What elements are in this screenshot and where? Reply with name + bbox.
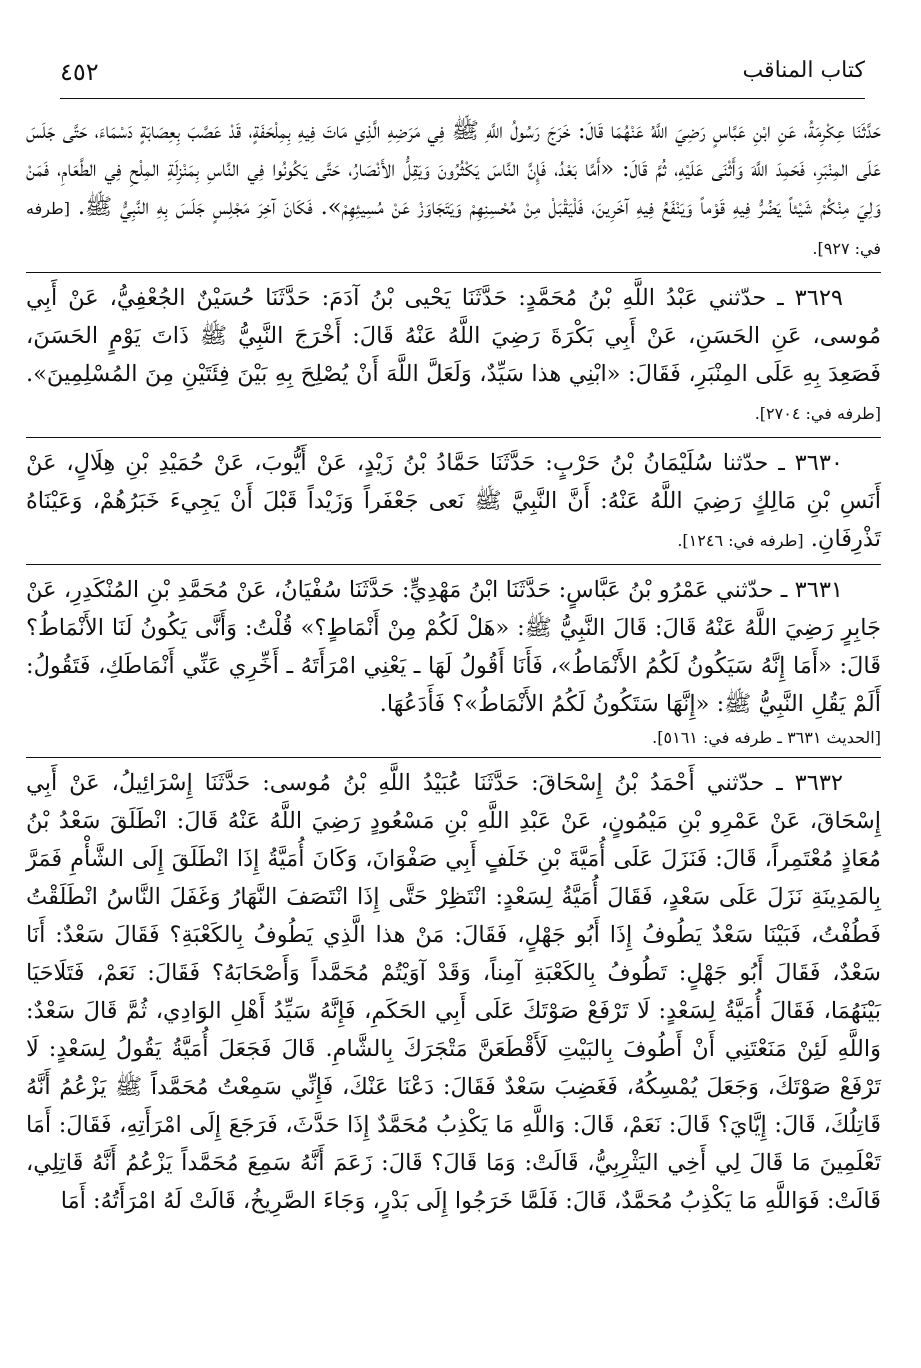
hadith-paragraph: [26, 571, 881, 723]
page-header: [60, 58, 865, 92]
hadith-3632: [26, 757, 881, 1220]
hadith-text: ٣٦٣٢ ـ حدّثني أَحْمَدُ بْنُ إِسْحَاقَ: حَدَّثَنَا عُبَيْدُ اللَّهِ بْنُ مُوسى: حَدَّثَنَا إِسْرَائِيلُ، عَنْ أَبِي إِسْحَاقَ، عَنْ عَمْرِو بْنِ مَيْمُونٍ، عَنْ عَبْدِ اللَّهِ بْنِ مَسْعُودٍ رَضِيَ اللَّهُ عَنْهُ قَالَ: انْطَلَقَ سَعْدُ بْنُ مُعَاذٍ مُعْتَمِراً، قَالَ: فَنَزَلَ عَلَى أُمَيَّةَ بْنِ خَلَفٍ أَبِي صَفْوَانَ، وَكَانَ أُمَيَّةُ إِذَا انْطَلَقَ إِلَى الشَّأْمِ فَمَرَّ بِالمَدِينَةِ نَزَلَ عَلَى سَعْدٍ، فَقَالَ أُمَيَّةُ لِسَعْدٍ: انْتَظِرْ حَتَّى إِذَا انْتَصَفَ النَّهَارُ وَغَفَلَ النَّاسُ انْطَلَقْتُ فَطُفْتُ، فَبَيْنَا سَعْدٌ يَطُوفُ إِذَا أَبُو جَهْلٍ، فَقَالَ: مَنْ هذا الَّذِي يَطُوفُ بِالكَعْبَةِ؟ فَقَالَ سَعْدٌ: أَنَا سَعْدٌ، فَقَالَ أَبُو جَهْلٍ: تَطُوفُ بِالكَعْبَةِ آمِناً، وَقَدْ آوَيْتُمْ مُحَمَّداً وَأَصْحَابَهُ؟ فَقَالَ: نَعَمْ، فَتَلَاحَيَا بَيْنَهُمَا، فَقَالَ أُمَيَّةُ لِسَعْدٍ: لَا تَرْفَعْ صَوْتَكَ عَلَى أَبِي الحَكَمِ، فَإِنَّهُ سَيِّدُ أَهْلِ الوَادِي، ثُمَّ قَالَ سَعْدٌ: وَاللَّهِ لَئِنْ مَنَعْتَنِي أَنْ أَطُوفَ بِالبَيْتِ لَأَقْطَعَنَّ مَتْجَرَكَ بِالشَّامِ. قَالَ فَجَعَلَ أُمَيَّةُ يَقُولُ لِسَعْدٍ: لَا تَرْفَعْ صَوْتَكَ، وَجَعَلَ يُمْسِكُهُ، فَغَضِبَ سَعْدٌ فَقَالَ: دَعْنَا عَنْكَ، فَإِنِّي سَمِعْتُ مُحَمَّداً ﷺ يَزْعُمُ أَنَّهُ قَاتِلُكَ، قَالَ: إِيَّايَ؟ قَالَ: نَعَمْ، قَالَ: وَاللَّهِ مَا يَكْذِبُ مُحَمَّدٌ إِذَا حَدَّثَ، فَرَجَعَ إِلَى امْرَأَتِهِ، فَقَالَ: أَمَا تَعْلَمِينَ مَا قَالَ لِي أَخِي اليَثْرِبِيُّ، قَالَتْ: وَمَا قَالَ؟ قَالَ: زَعَمَ أَنَّهُ سَمِعَ مُحَمَّداً يَزْعُمُ أَنَّهُ قَاتِلِي، قَالَتْ: فَوَاللَّهِ مَا يَكْذِبُ مُحَمَّدٌ، قَالَ: فَلَمَّا خَرَجُوا إِلَى بَدْرٍ، وَجَاءَ الصَّرِيخُ، قَالَتْ لَهُ امْرَأَتُهُ: أَمَا: [26, 770, 881, 1214]
hadith-3629: [26, 272, 881, 433]
header-rule: [60, 98, 865, 99]
hadith-text: ٣٦٣١ ـ حدّثني عَمْرُو بْنُ عَبَّاسٍ: حَدَّثَنَا ابْنُ مَهْدِيٍّ: حَدَّثَنَا سُفْيَانُ، عَنْ مُحَمَّدِ بْنِ المُنْكَدِرِ، عَنْ جَابِرٍ رَضِيَ اللَّهُ عَنْهُ قَالَ: قَالَ النَّبِيُّ ﷺ: «هَلْ لَكُمْ مِنْ أَنْمَاطٍ؟» قُلْتُ: وَأَنَّى يَكُونُ لَنَا الأَنْمَاطُ؟ قَالَ: «أَمَا إِنَّهُ سَيَكُونُ لَكُمُ الأَنْمَاطُ»، فَأَنَا أَقُولُ لَهَا ـ يَعْنِي امْرَأَتَهُ ـ أَخِّرِي عَنِّي أَنْمَاطَكِ، فَتَقُولُ: أَلَمْ يَقُلِ النَّبِيُّ ﷺ: «إِنَّهَا سَتَكُونُ لَكُمُ الأَنْمَاطُ»؟ فَأَدَعُهَا.: [26, 577, 881, 717]
cross-reference: [طرفه في: ١٢٤٦].: [677, 531, 804, 550]
cross-reference: [طرفه في: ٢٧٠٤].: [754, 404, 881, 423]
hadith-text: حَدَّثَنَا عِكْرِمَةُ، عَنِ ابْنِ عَبَّاسٍ رَضِيَ اللَّهُ عَنْهُمَا قَالَ: خَرَجَ رَسُولُ اللَّهِ ﷺ فِي مَرَضِهِ الَّذِي مَاتَ فِيهِ بِمِلْحَفَةٍ، قَدْ عَصَّبَ بِعِصَابَةٍ دَسْمَاءَ، حَتَّى جَلَسَ عَلَى المِنْبَرِ، فَحَمِدَ اللَّهَ وَأَثْنَى عَلَيْهِ، ثُمَّ قَالَ: «أَمَّا بَعْدُ، فَإِنَّ النَّاسَ يَكْثُرُونَ وَيَقِلُّ الأَنْصَارُ، حَتَّى يَكُونُوا فِي النَّاسِ بِمَنْزِلَةِ المِلْحِ فِي الطَّعَامِ، فَمَنْ وَلِيَ مِنْكُمْ شَيْئاً يَضُرُّ فِيهِ قَوْماً وَيَنْفَعُ فِيهِ آخَرِينَ، فَلْيَقْبَلْ مِنْ مُحْسِنِهِمْ وَيَتَجَاوَزْ عَنْ مُسِيئِهِمْ». فَكَانَ آخِرَ مَجْلِسٍ جَلَسَ بِهِ النَّبِيُّ ﷺ.: [26, 118, 881, 220]
body-text: [26, 112, 881, 1220]
hadith-paragraph: [26, 764, 881, 1220]
chapter-title: كتاب المناقب: [742, 58, 865, 83]
hadith-paragraph: [26, 444, 881, 560]
hadith-paragraph: [26, 279, 881, 433]
hadith-text: ٣٦٢٩ ـ حدّثني عَبْدُ اللَّهِ بْنُ مُحَمَّدٍ: حَدَّثَنَا يَحْيى بْنُ آدَمَ: حَدَّثَنَا حُسَيْنٌ الجُعْفِيُّ، عَنْ أَبِي مُوسى، عَنِ الحَسَنِ، عَنْ أَبِي بَكْرَةَ رَضِيَ اللَّهُ عَنْهُ قَالَ: أَخْرَجَ النَّبِيُّ ﷺ ذَاتَ يَوْمٍ الحَسَنَ، فَصَعِدَ بِهِ عَلَى المِنْبَرِ، فَقَالَ: «ابْنِي هذا سَيِّدٌ، وَلَعَلَّ اللَّهَ أَنْ يُصْلِحَ بِهِ بَيْنَ فِئَتَيْنِ مِنَ المُسْلِمِينَ».: [26, 285, 881, 387]
hadith-continuation: [26, 112, 881, 268]
cross-reference: [الحديث ٣٦٣١ ـ طرفه في: ٥١٦١].: [652, 728, 881, 747]
hadith-3630: [26, 437, 881, 560]
page-number: ٤٥٢: [60, 58, 99, 86]
hadith-3631: [26, 564, 881, 753]
hadith-text: ٣٦٣٠ ـ حدّثنا سُلَيْمَانُ بْنُ حَرْبٍ: حَدَّثَنَا حَمَّادُ بْنُ زَيْدٍ، عَنْ أَيُّوبَ، عَنْ حُمَيْدِ بْنِ هِلَالٍ، عَنْ أَنَسِ بْنِ مَالِكٍ رَضِيَ اللَّهُ عَنْهُ: أَنَّ النَّبِيَّ ﷺ نَعى جَعْفَراً وَزَيْداً قَبْلَ أَنْ يَجِيءَ خَبَرُهُمْ، وَعَيْنَاهُ تَذْرِفَانِ.: [26, 450, 881, 552]
cross-reference: [طرفه في: ٩٢٧].: [26, 199, 881, 258]
